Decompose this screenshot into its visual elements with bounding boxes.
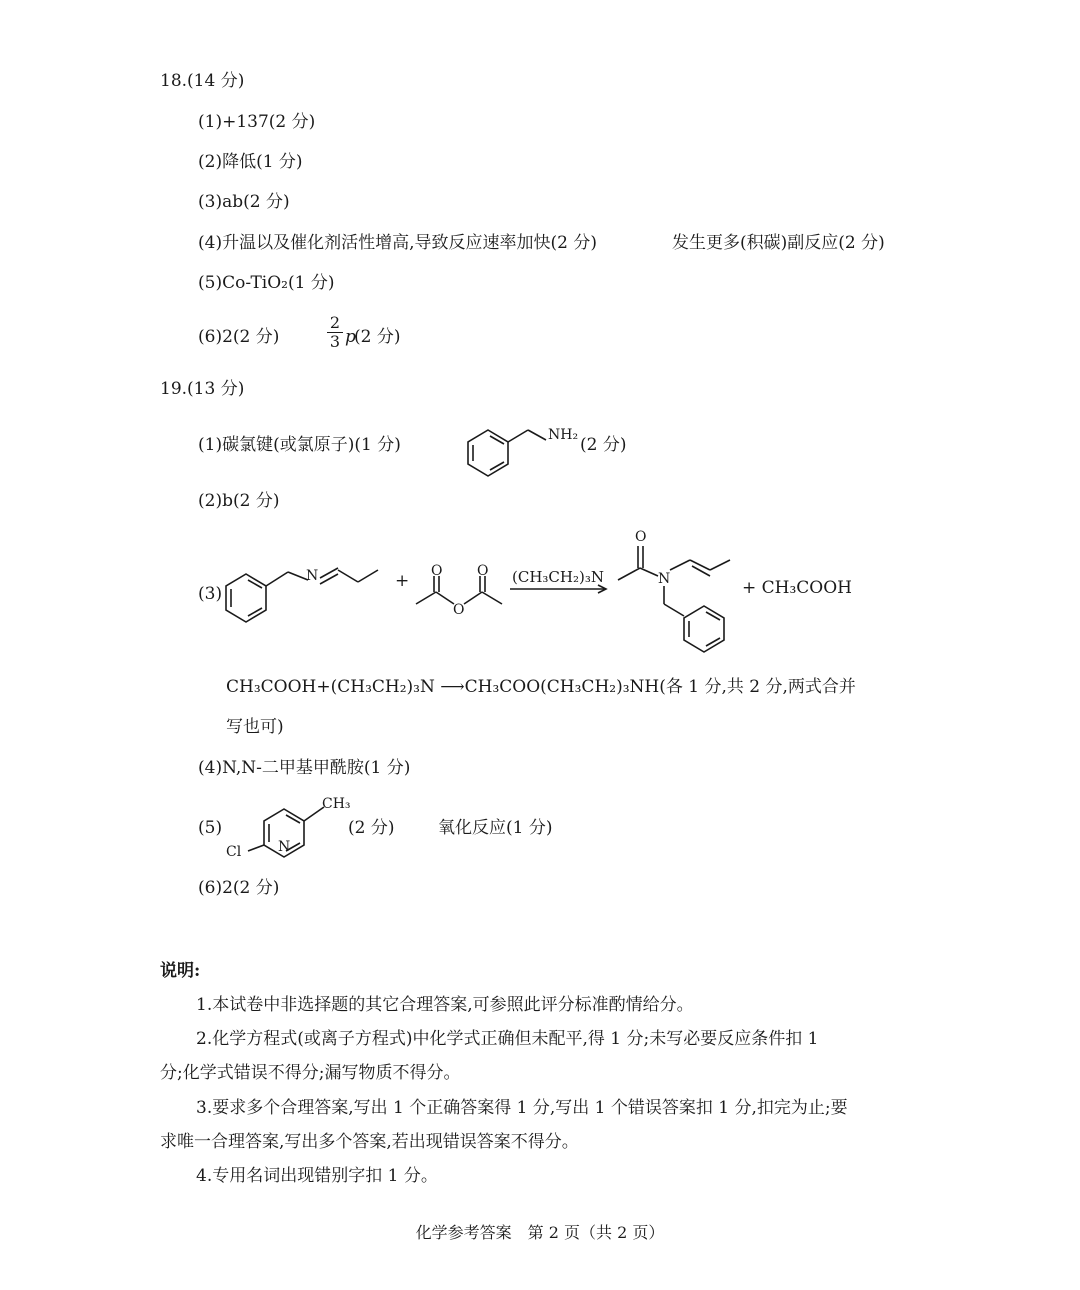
reaction-reagent: (CH₃CH₂)₃N (512, 568, 604, 586)
amide-o-label: O (635, 529, 647, 545)
q18-answer-6-variable: p (345, 327, 356, 347)
note-3-line-2: 求唯一合理答案,写出多个答案,若出现错误答案不得分。 (160, 1132, 579, 1152)
ring-double-bond (490, 462, 504, 470)
nh2-label: NH₂ (548, 427, 579, 443)
ring-double-bond (286, 815, 300, 823)
ch2-bond (266, 572, 288, 586)
q19-answer-5-score: (2 分) (348, 818, 395, 838)
note-3-line-1: 3.要求多个合理答案,写出 1 个正确答案得 1 分,写出 1 个错误答案扣 1 分,扣完为止;要 (196, 1098, 848, 1118)
methyl-bond (304, 807, 324, 821)
vinyl-double-bond (692, 566, 710, 576)
c-cl-bond (248, 845, 264, 851)
q19-answer-5-label: (5) (198, 818, 223, 838)
q18-header: 18.(14 分) (160, 71, 245, 91)
amide-n-label: N (658, 571, 671, 587)
benzene-ring (226, 574, 266, 622)
q19-answer-4: (4)N,N-二甲基甲酰胺(1 分) (198, 758, 411, 778)
fraction-numerator: 2 (327, 314, 343, 333)
reaction-plus-sign: + (395, 571, 410, 591)
ch2-bond (508, 430, 528, 442)
methyl-bond (482, 592, 502, 604)
benzene-ring (468, 430, 508, 476)
q18-answer-4-left: (4)升温以及催化剂活性增高,导致反应速率加快(2 分) (198, 233, 597, 253)
benzene-ring (684, 606, 724, 652)
vinyl-bond (670, 560, 690, 570)
imine-double-bond (320, 568, 338, 578)
c-n-bond (288, 572, 308, 580)
ring-double-bond (490, 436, 504, 444)
methyl-bond (618, 568, 640, 580)
q19-answer-5-reaction: 氧化反应(1 分) (438, 818, 553, 838)
q19-answer-6: (6)2(2 分) (198, 878, 280, 898)
note-2-line-1: 2.化学方程式(或离子方程式)中化学式正确但未配平,得 1 分;未写必要反应条件扣 1 (196, 1029, 819, 1049)
ch2-bond (664, 604, 684, 616)
ring-double-bond (706, 638, 720, 646)
anhydride-o-label-1: O (431, 563, 443, 579)
q18-answer-1: (1)+137(2 分) (198, 112, 316, 132)
reaction-byproduct: + CH₃COOH (742, 578, 853, 598)
q19-answer-2: (2)b(2 分) (198, 491, 280, 511)
q18-answer-3: (3)ab(2 分) (198, 192, 290, 212)
ring-double-bond (248, 580, 262, 588)
q19-header: 19.(13 分) (160, 379, 245, 399)
alkyl-bond (358, 570, 378, 582)
q19-answer-3-equation-line-2: 写也可) (226, 717, 284, 737)
q19-answer-1-text: (1)碳氯键(或氯原子)(1 分) (198, 435, 401, 455)
anhydride-o-label-2: O (453, 602, 465, 618)
page-footer: 化学参考答案 第 2 页（共 2 页） (415, 1223, 665, 1242)
q19-answer-3-label: (3) (198, 584, 223, 604)
imine-double-bond (320, 574, 338, 584)
ester-bond (464, 592, 482, 604)
ring-double-bond (706, 612, 720, 620)
pyridine-ch3-label: CH₃ (322, 796, 351, 812)
anhydride-o-label-3: O (477, 563, 489, 579)
ester-bond (436, 592, 454, 604)
pyridine-cl-label: Cl (226, 844, 242, 860)
q18-answer-6-fraction (327, 314, 343, 351)
vinyl-double-bond (690, 560, 710, 570)
c-n-bond (528, 430, 546, 440)
q19-answer-1-score: (2 分) (580, 435, 627, 455)
notes-title: 说明: (160, 961, 201, 981)
q18-answer-6-score: (2 分) (354, 327, 401, 347)
ring-double-bond (248, 608, 262, 616)
vinyl-bond (710, 560, 730, 570)
fraction-denominator: 3 (329, 332, 341, 351)
note-1: 1.本试卷中非选择题的其它合理答案,可参照此评分标准酌情给分。 (196, 995, 694, 1015)
pyridine-n-label: N (278, 839, 291, 855)
amide-product-structure (612, 530, 742, 660)
note-4: 4.专用名词出现错别字扣 1 分。 (196, 1166, 438, 1186)
q18-answer-6-left: (6)2(2 分) (198, 327, 280, 347)
q18-answer-2: (2)降低(1 分) (198, 152, 303, 172)
imine-n-label: N (306, 568, 319, 584)
alkyl-bond (338, 570, 358, 582)
q18-answer-4-right: 发生更多(积碳)副反应(2 分) (672, 233, 885, 253)
note-2-line-2: 分;化学式错误不得分;漏写物质不得分。 (160, 1063, 461, 1083)
reaction-arrow-icon (508, 582, 612, 596)
methyl-bond (416, 592, 436, 604)
q18-answer-5: (5)Co-TiO₂(1 分) (198, 273, 335, 293)
amide-bond (640, 568, 658, 576)
q19-answer-3-equation-line-1: CH₃COOH+(CH₃CH₂)₃N ⟶CH₃COO(CH₃CH₂)₃NH(各 1 分,共 2 分,两式合并 (226, 677, 856, 697)
